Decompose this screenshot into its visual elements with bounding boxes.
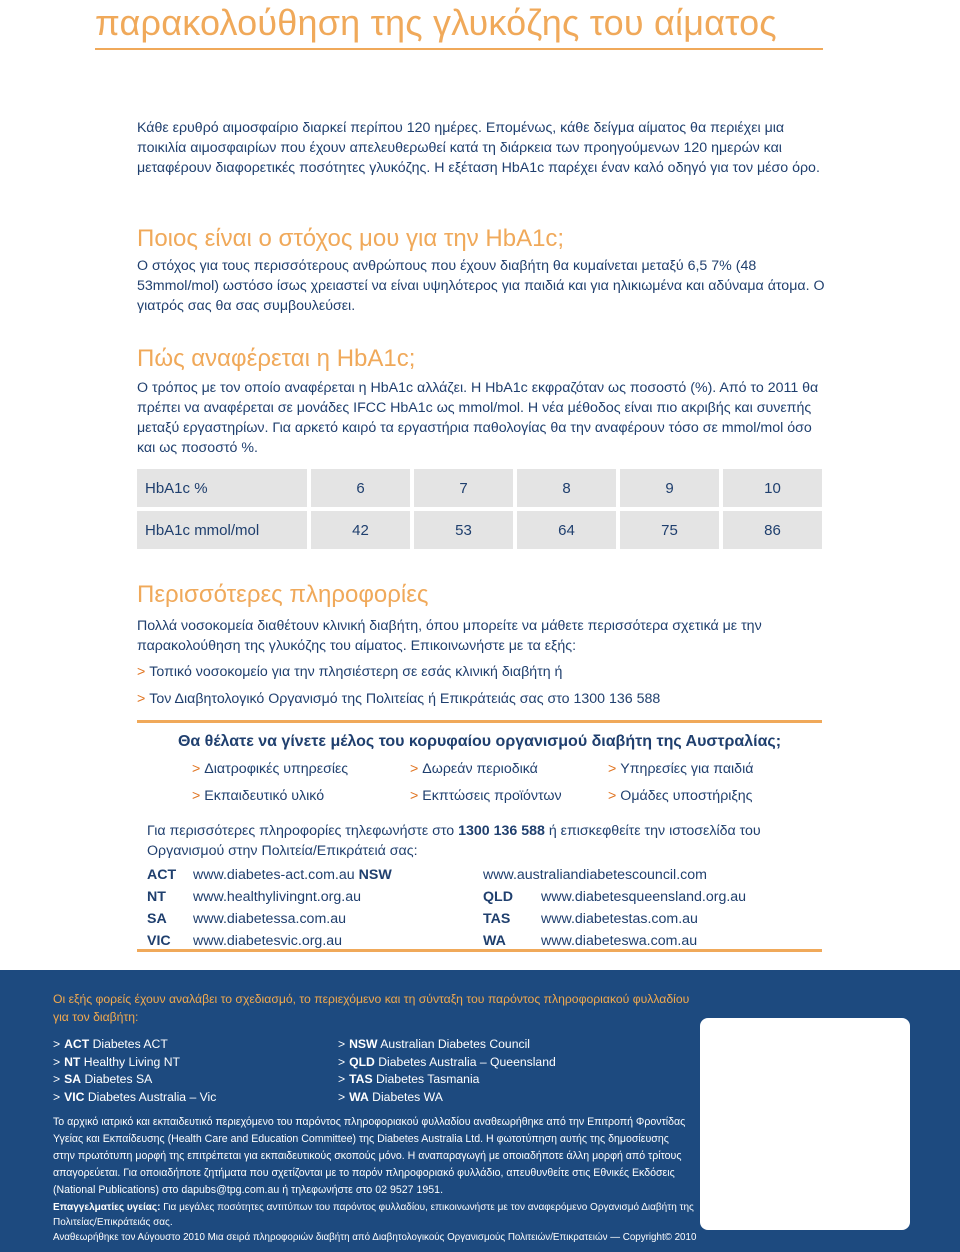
- footer-intro: Οι εξής φορείς έχουν αναλάβει το σχεδιασμό, το περιεχόμενο και τη σύνταξη του παρόντος πληροφοριακού φυλλαδίου για τον διαβήτη:: [53, 992, 690, 1024]
- chevron-right-icon: >: [410, 761, 419, 777]
- service-item: > Ομάδες υποστήριξης: [608, 788, 753, 804]
- title-divider: [95, 48, 823, 50]
- table-cell: 86: [719, 511, 822, 549]
- more-info-heading: Περισσότερες πληροφορίες: [137, 581, 429, 608]
- website-link[interactable]: www.diabetes-act.com.au: [193, 867, 355, 883]
- chevron-right-icon: >: [338, 1054, 346, 1069]
- table-cell: 9: [616, 469, 719, 507]
- goal-paragraph: Ο στόχος για τους περισσότερους ανθρώπους που έχουν διαβήτη θα κυμαίνεται μεταξύ 6,5 7% (48 53mmol/mol) ωστόσο ίσως χρειαστεί να είναι υψηλότερος για παιδιά και για ηλικιωμένα και αδύναμα άτομα. Ο γιατρός σας θα σας συμβουλεύσει.: [137, 258, 825, 314]
- membership-info: Για περισσότερες πληροφορίες τηλεφωνήστε στο 1300 136 588 ή επισκεφθείτε την ιστοσελίδα του Οργανισμού στην Πολιτεία/Επικράτειά σας:: [147, 823, 761, 859]
- chevron-right-icon: >: [53, 1054, 61, 1069]
- page-title: παρακολούθηση της γλυκόζης του αίματος: [95, 2, 777, 43]
- phone-number: 1300 136 588: [458, 823, 545, 839]
- footer-org-list-left: [53, 1036, 216, 1106]
- footer-copyright: Αναθεωρήθηκε τον Αύγουστο 2010 Μια σειρά πληροφοριών διαβήτη από Διαβητολογικούς Οργανισμούς Πολιτειών/Επικρατειών — Copyright© 2010: [53, 1232, 697, 1243]
- table-row-label: HbA1c %: [137, 469, 307, 507]
- service-item: > Υπηρεσίες για παιδιά: [608, 761, 754, 777]
- table-cell: 8: [513, 469, 616, 507]
- service-item: > Δωρεάν περιοδικά: [410, 761, 538, 777]
- footer-org-list-right: [338, 1036, 556, 1106]
- chevron-right-icon: >: [338, 1089, 346, 1104]
- table-cell: 42: [307, 511, 410, 549]
- chevron-right-icon: >: [53, 1037, 61, 1051]
- list-item: > VIC Diabetes Australia – Vic: [53, 1089, 217, 1104]
- chevron-right-icon: >: [338, 1037, 346, 1051]
- website-link[interactable]: www.diabeteswa.com.au: [541, 933, 698, 949]
- chevron-right-icon: >: [608, 761, 617, 777]
- list-item: > Τοπικό νοσοκομείο για την πλησιέστερη σε εσάς κλινική διαβήτη ή: [137, 664, 563, 680]
- membership-box: [137, 720, 822, 952]
- chevron-right-icon: >: [137, 691, 146, 707]
- footer-professionals-note: Επαγγελματίες υγείας: Για μεγάλες ποσότητες αντιτύπων του παρόντος φυλλαδίου, επικοινωνήστε με τον αναφερόμενο Οργανισμό Διαβήτη της Πολιτείας/Επικράτειάς σας.: [53, 1202, 694, 1228]
- table-row: [137, 469, 822, 507]
- list-item: > ACT Diabetes ACT: [53, 1037, 168, 1051]
- chevron-right-icon: >: [53, 1072, 61, 1086]
- list-item: > Τον Διαβητολογικό Οργανισμό της Πολιτείας ή Επικράτειάς σας στο 1300 136 588: [137, 691, 661, 707]
- footer-white-panel: [700, 1018, 910, 1230]
- website-link[interactable]: www.diabetesqueensland.org.au: [541, 889, 747, 905]
- table-cell: 10: [719, 469, 822, 507]
- chevron-right-icon: >: [137, 664, 146, 680]
- intro-paragraph: Κάθε ερυθρό αιμοσφαίριο διαρκεί περίπου 120 ημέρες. Επομένως, κάθε δείγμα αίματος θα περιέχει μια ποικιλία αιμοσφαιρίων που έχουν απελευθερωθεί κατά τη διάρκεια των προηγούμενων 120 ημερών και μεταφέρουν διαφορετικές ποσότητες γλυκόζης. Η εξέταση HbA1c παρέχει έναν καλό οδηγό για τον μέσο όρο.: [137, 120, 820, 176]
- chevron-right-icon: >: [192, 788, 201, 804]
- more-info-paragraph: Πολλά νοσοκομεία διαθέτουν κλινική διαβήτη, όπου μπορείτε να μάθετε περισσότερα σχετικά με την παρακολούθηση της γλυκόζης του αίματος. Επικοινωνήστε με τα εξής:: [137, 618, 762, 654]
- footer-legal-text: Το αρχικό ιατρικό και εκπαιδευτικό περιεχόμενο του παρόντος πληροφοριακού φυλλαδίου αναθεωρήθηκε από την Επιτροπή Φροντίδας Υγείας και Εκπαίδευσης (Health Care and Education Committee) της Diabetes Australia Ltd. Η φωτοτύπηση αυτής της δημοσίευσης στην πρωτότυπη μορφή της επιτρέπεται για εκπαιδευτικούς σκοπούς μόνο. Η αναπαραγωγή με οποιαδήποτε άλλη μορφή από τρίτους απαγορεύεται. Για οποιαδήποτε ζητήματα που σχετίζονται με το παρόν πληροφοριακό φυλλάδιο, απευθυνθείτε στις Εθνικές Εκδόσεις (National Publications) στο dapubs@tpg.com.au ή τηλεφωνήστε στο 02 9527 1951.: [53, 1116, 686, 1196]
- chevron-right-icon: >: [338, 1072, 346, 1086]
- chevron-right-icon: >: [608, 788, 617, 804]
- table-cell: 64: [513, 511, 616, 549]
- list-item: > WA Diabetes WA: [338, 1089, 443, 1104]
- website-link[interactable]: www.diabetessa.com.au: [193, 911, 346, 927]
- service-item: > Εκπτώσεις προϊόντων: [410, 788, 562, 804]
- state-row: QLD www.diabetesqueensland.org.au: [483, 889, 747, 905]
- website-link[interactable]: www.diabetestas.com.au: [541, 911, 698, 927]
- list-item: > NT Healthy Living NT: [53, 1054, 180, 1069]
- state-row: VIC www.diabetesvic.org.au: [147, 933, 343, 949]
- list-item: > QLD Diabetes Australia – Queensland: [338, 1054, 556, 1069]
- state-row: ACT www.diabetes-act.com.au NSW: [147, 867, 392, 883]
- table-row-label: HbA1c mmol/mol: [137, 511, 307, 549]
- state-row: SA www.diabetessa.com.au: [147, 911, 346, 927]
- table-cell: 7: [410, 469, 513, 507]
- list-item: > SA Diabetes SA: [53, 1072, 153, 1086]
- hba1c-conversion-table: [137, 465, 822, 553]
- service-item: > Εκπαιδευτικό υλικό: [192, 788, 325, 804]
- table-row: [137, 511, 822, 549]
- chevron-right-icon: >: [53, 1089, 61, 1104]
- table-cell: 6: [307, 469, 410, 507]
- chevron-right-icon: >: [192, 761, 201, 777]
- website-link[interactable]: www.diabetesvic.org.au: [193, 933, 343, 949]
- chevron-right-icon: >: [410, 788, 419, 804]
- table-cell: 53: [410, 511, 513, 549]
- website-link[interactable]: www.healthylivingnt.org.au: [193, 889, 361, 905]
- membership-title: Θα θέλατε να γίνετε μέλος του κορυφαίου οργανισμού διαβήτη της Αυστραλίας;: [177, 733, 782, 750]
- state-row: NT www.healthylivingnt.org.au: [147, 889, 361, 905]
- state-row: [483, 867, 707, 883]
- list-item: > NSW Australian Diabetes Council: [338, 1037, 530, 1051]
- website-link[interactable]: www.australiandiabetescouncil.com: [483, 867, 707, 883]
- goal-heading: Ποιος είναι ο στόχος μου για την HbA1c;: [137, 225, 565, 252]
- report-paragraph: Ο τρόπος με τον οποίο αναφέρεται η HbA1c αλλάζει. Η HbA1c εκφραζόταν ως ποσοστό (%). Από το 2011 θα πρέπει να αναφέρεται σε μονάδες IFCC HbA1c ως mmol/mol. Η νέα μέθοδος είναι πιο ακριβής και συνεπής μεταξύ εργαστηρίων. Για αρκετό καιρό τα εργαστήρια παθολογίας θα την αναφέρουν τόσο σε mmol/mol όσο και ως ποσοστό %.: [137, 380, 819, 456]
- service-item: > Διατροφικές υπηρεσίες: [192, 761, 349, 777]
- state-row: WA www.diabeteswa.com.au: [483, 933, 698, 949]
- table-cell: 75: [616, 511, 719, 549]
- state-row: TAS www.diabetestas.com.au: [483, 911, 698, 927]
- report-heading: Πώς αναφέρεται η HbA1c;: [137, 345, 416, 372]
- contact-list: [137, 662, 825, 716]
- list-item: > TAS Diabetes Tasmania: [338, 1072, 480, 1086]
- footer: [0, 970, 960, 1252]
